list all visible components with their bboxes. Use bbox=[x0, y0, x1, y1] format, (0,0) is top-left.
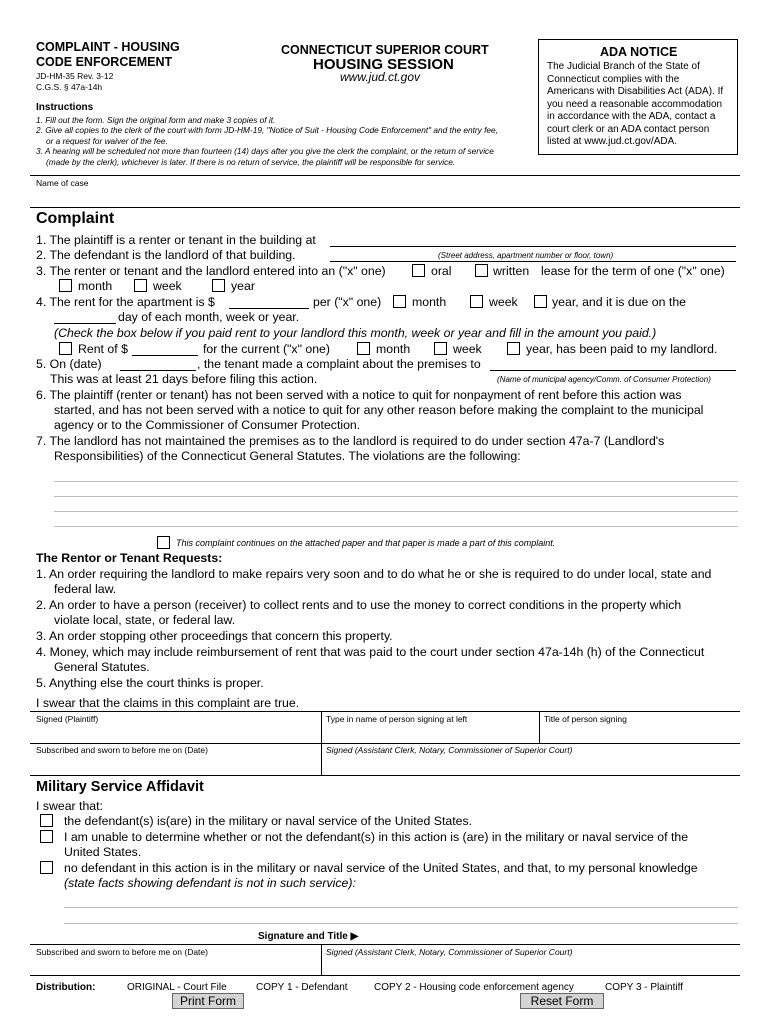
reset-form-button[interactable]: Reset Form bbox=[520, 993, 604, 1009]
divider bbox=[30, 944, 740, 945]
form-title-line-1: COMPLAINT - HOUSING bbox=[36, 40, 180, 54]
statute-reference: C.G.S. § 47a-14h bbox=[36, 82, 103, 92]
paid-week-label: week bbox=[453, 342, 482, 356]
agency-hint: (Name of municipal agency/Comm. of Consumer Protection) bbox=[497, 375, 711, 384]
military-option-2-checkbox[interactable] bbox=[40, 830, 53, 843]
divider bbox=[539, 711, 540, 743]
typed-name-field[interactable] bbox=[326, 726, 536, 741]
title-field[interactable] bbox=[544, 726, 736, 741]
court-website: www.jud.ct.gov bbox=[340, 70, 421, 84]
written-label: written bbox=[493, 264, 530, 278]
complaint-item-1: 1. The plaintiff is a renter or tenant in the building at bbox=[36, 233, 316, 247]
ada-title: ADA NOTICE bbox=[600, 45, 678, 59]
rent-week-checkbox[interactable] bbox=[470, 295, 483, 308]
request-3: 3. An order stopping other proceedings that concern this property. bbox=[36, 629, 393, 643]
signature-title-label: Signature and Title ▶ bbox=[258, 931, 359, 942]
military-signed-clerk-label: Signed (Assistant Clerk, Notary, Commissioner of Superior Court) bbox=[326, 947, 573, 957]
building-address-field[interactable] bbox=[330, 246, 736, 247]
military-option-3-line-1: no defendant in this action is in the military or naval service of the United States, and that, to my personal knowledge bbox=[64, 861, 698, 875]
complaint-item-7-line-2: Responsibilities) of the Connecticut General Statutes. The violations are the following: bbox=[54, 449, 521, 463]
session-name: HOUSING SESSION bbox=[313, 56, 454, 73]
rent-month-checkbox[interactable] bbox=[393, 295, 406, 308]
military-heading: Military Service Affidavit bbox=[36, 779, 204, 795]
military-subscribed-label: Subscribed and sworn to before me on (Date) bbox=[36, 947, 208, 957]
lease-term-label: lease for the term of one ("x" one) bbox=[541, 264, 725, 278]
continues-label: This complaint continues on the attached paper and that paper is made a part of this complaint. bbox=[176, 538, 556, 548]
oral-checkbox[interactable] bbox=[412, 264, 425, 277]
request-5: 5. Anything else the court thinks is proper. bbox=[36, 676, 264, 690]
form-title-line-2: CODE ENFORCEMENT bbox=[36, 55, 173, 69]
military-signature-field[interactable] bbox=[360, 929, 736, 943]
rent-year-checkbox[interactable] bbox=[534, 295, 547, 308]
street-address-hint: (Street address, apartment number or floor, town) bbox=[438, 251, 614, 260]
distribution-original: ORIGINAL - Court File bbox=[127, 982, 227, 993]
title-signing-label: Title of person signing bbox=[544, 714, 627, 724]
complaint-date-field[interactable] bbox=[120, 370, 196, 371]
subscribed-date-field[interactable] bbox=[36, 757, 316, 772]
military-option-1-checkbox[interactable] bbox=[40, 814, 53, 827]
rent-week-label: week bbox=[489, 295, 518, 309]
lease-month-label: month bbox=[78, 279, 113, 293]
rent-paid-checkbox[interactable] bbox=[59, 342, 72, 355]
name-of-case-field[interactable] bbox=[100, 178, 735, 204]
divider bbox=[330, 261, 736, 262]
distribution-label: Distribution: bbox=[36, 982, 96, 993]
military-option-3-line-2: (state facts showing defendant is not in such service): bbox=[64, 876, 356, 890]
due-day-field[interactable] bbox=[54, 323, 116, 324]
complaint-heading: Complaint bbox=[36, 210, 115, 227]
rent-amount-field[interactable] bbox=[229, 308, 309, 309]
divider bbox=[30, 207, 740, 208]
complaint-item-2: 2. The defendant is the landlord of that building. bbox=[36, 248, 296, 262]
rent-per-label: per ("x" one) bbox=[313, 295, 382, 309]
rent-due-label: year, and it is due on the bbox=[552, 295, 686, 309]
military-option-3-checkbox[interactable] bbox=[40, 861, 53, 874]
divider bbox=[321, 743, 322, 775]
divider bbox=[30, 975, 740, 976]
type-name-label: Type in name of person signing at left bbox=[326, 714, 468, 724]
agency-name-field[interactable] bbox=[490, 370, 736, 371]
complaint-item-6-line-3: agency or to the Commissioner of Consumer Protection. bbox=[54, 418, 361, 432]
military-option-2-line-1: I am unable to determine whether or not the defendant(s) in this action is (are) in the military or naval service of the bbox=[64, 830, 689, 844]
military-option-2-line-2: United States. bbox=[64, 845, 142, 859]
court-name: CONNECTICUT SUPERIOR COURT bbox=[281, 43, 489, 57]
military-date-field[interactable] bbox=[36, 959, 316, 973]
complaint-item-7-line-1: 7. The landlord has not maintained the premises as to the landlord is required to do under section 47a-7 (Landlord's bbox=[36, 434, 665, 448]
paid-month-label: month bbox=[376, 342, 411, 356]
divider bbox=[30, 711, 740, 712]
filing-note: This was at least 21 days before filing this action. bbox=[50, 372, 318, 386]
military-option-1: the defendant(s) is(are) in the military or naval service of the United States. bbox=[64, 814, 473, 828]
divider bbox=[30, 775, 740, 776]
check-note: (Check the box below if you paid rent to your landlord this month, week or year and fill in the amount you paid.) bbox=[54, 326, 657, 340]
distribution-copy-2: COPY 2 - Housing code enforcement agency bbox=[374, 982, 574, 993]
divider bbox=[321, 944, 322, 975]
instructions-list: 1. Fill out the form. Sign the original form and make 3 copies of it. 2. Give all copies to the clerk of the court with form JD-HM-19, "Notice of Suit - Housing Code Enforcement" and the entry fee, or a request for waiver of the fee. 3. A hearing will be scheduled not more than fourteen (14) days after you give the clerk the complaint, or the return of service (made by the clerk), whichever is later. If there is no return of service, the plaintiff will be responsible for service. bbox=[36, 115, 498, 167]
lease-week-checkbox[interactable] bbox=[134, 279, 147, 292]
lease-year-label: year bbox=[231, 279, 255, 293]
military-swear: I swear that: bbox=[36, 799, 103, 813]
paid-month-checkbox[interactable] bbox=[357, 342, 370, 355]
due-day-label: day of each month, week or year. bbox=[118, 310, 300, 324]
signed-plaintiff-label: Signed (Plaintiff) bbox=[36, 714, 99, 724]
request-4-line-2: General Statutes. bbox=[54, 660, 150, 674]
complaint-item-6-line-2: started, and has not been served with a notice to quit for any other reason before making the complaint to the municipal bbox=[54, 403, 704, 417]
rent-of-label: Rent of $ bbox=[78, 342, 128, 356]
divider bbox=[30, 743, 740, 744]
signed-clerk-label: Signed (Assistant Clerk, Notary, Commissioner of Superior Court) bbox=[326, 745, 573, 755]
request-1-line-1: 1. An order requiring the landlord to make repairs very soon and to do what he or she is required to do under local, state and bbox=[36, 567, 712, 581]
complaint-premises-label: , the tenant made a complaint about the premises to bbox=[197, 357, 481, 371]
divider bbox=[30, 175, 740, 176]
for-current-label: for the current ("x" one) bbox=[203, 342, 330, 356]
lease-week-label: week bbox=[153, 279, 182, 293]
print-form-button[interactable]: Print Form bbox=[172, 993, 244, 1009]
form-number: JD-HM-35 Rev. 3-12 bbox=[36, 71, 114, 81]
oral-label: oral bbox=[431, 264, 452, 278]
violations-field[interactable] bbox=[54, 468, 738, 528]
paid-year-label: year, has been paid to my landlord. bbox=[526, 342, 718, 356]
complaint-item-5: 5. On (date) bbox=[36, 357, 102, 371]
facts-field[interactable] bbox=[64, 892, 738, 928]
request-2-line-2: violate local, state, or federal law. bbox=[54, 613, 236, 627]
request-4-line-1: 4. Money, which may include reimbursement of rent that was paid to the court under section 47a-14h (h) of the Connecticut bbox=[36, 645, 705, 659]
ada-notice-box bbox=[538, 39, 738, 155]
complaint-item-6-line-1: 6. The plaintiff (renter or tenant) has not been served with a notice to quit for nonpayment of rent before this action was bbox=[36, 388, 682, 402]
complaint-item-4: 4. The rent for the apartment is $ bbox=[36, 295, 215, 309]
ada-text: The Judicial Branch of the State of Connecticut complies with the Americans with Disabilities Act (ADA). If you need a reasonable accommodation in accordance with the ADA, contact a court clerk or an ADA contact person listed at www.jud.ct.gov/ADA. bbox=[547, 61, 724, 147]
continues-checkbox[interactable] bbox=[157, 536, 170, 549]
complaint-item-3: 3. The renter or tenant and the landlord entered into an ("x" one) bbox=[36, 264, 386, 278]
lease-month-checkbox[interactable] bbox=[59, 279, 72, 292]
plaintiff-signature-field[interactable] bbox=[36, 726, 316, 741]
rent-month-label: month bbox=[412, 295, 447, 309]
instructions-heading: Instructions bbox=[36, 102, 94, 113]
name-of-case-label: Name of case bbox=[36, 178, 89, 188]
swear-statement: I swear that the claims in this complaint are true. bbox=[36, 696, 300, 710]
request-2-line-1: 2. An order to have a person (receiver) to collect rents and to use the money to correct conditions in the property which bbox=[36, 598, 682, 612]
written-checkbox[interactable] bbox=[475, 264, 488, 277]
clerk-signature-field[interactable] bbox=[326, 757, 736, 772]
request-1-line-2: federal law. bbox=[54, 582, 117, 596]
divider bbox=[321, 711, 322, 743]
military-clerk-signature-field[interactable] bbox=[326, 959, 736, 973]
paid-week-checkbox[interactable] bbox=[434, 342, 447, 355]
subscribed-date-label: Subscribed and sworn to before me on (Date) bbox=[36, 745, 208, 755]
rent-paid-amount-field[interactable] bbox=[132, 355, 198, 356]
lease-year-checkbox[interactable] bbox=[212, 279, 225, 292]
distribution-copy-1: COPY 1 - Defendant bbox=[256, 982, 348, 993]
paid-year-checkbox[interactable] bbox=[507, 342, 520, 355]
requests-heading: The Rentor or Tenant Requests: bbox=[36, 551, 223, 565]
distribution-copy-3: COPY 3 - Plaintiff bbox=[605, 982, 683, 993]
